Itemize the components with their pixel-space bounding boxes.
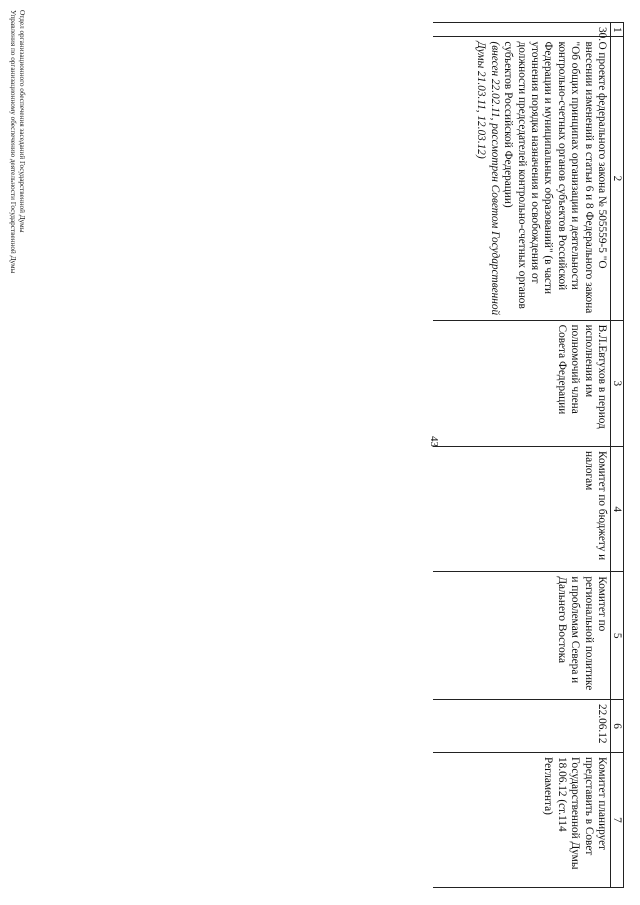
date-cell: 22.06.12 (433, 700, 611, 753)
column-header: 1 (611, 23, 624, 37)
committee-cell: Комитет по бюджету и налогам (433, 447, 611, 572)
bill-title: О проекте федерального закона № 505559-5 "О внесении изменений в статьи 6 и 8 Федерального закона "Об общих принципах организации и деятельности контрольно-счетных органов субъектов Российской Федерации и муниципальных образований" (в части уточнения порядка назначения и освобождения от должности председателей контрольно-счетных органов субъектов Российской Федерации) (502, 41, 608, 314)
column-header: 5 (611, 572, 624, 700)
page-number: 43 (428, 436, 440, 447)
footer-line-2: Управления по организационному обеспечению деятельности Государственной Думы (9, 10, 17, 274)
column-header: 2 (611, 37, 624, 320)
column-header: 6 (611, 700, 624, 753)
column-header: 3 (611, 320, 624, 446)
table-header-row (611, 23, 624, 888)
footer-line-1: Отдел организационного обеспечения заседаний Государственной Думы (18, 10, 26, 233)
column-header: 4 (611, 447, 624, 572)
remark-cell: Комитет планирует представить в Совет Государственной Думы 18.06.12 (ст.114 Регламента) (433, 753, 611, 888)
co-committee-cell: Комитет по региональной политике и проблемам Севера и Дальнего Востока (433, 572, 611, 700)
row-number: 30. (433, 23, 611, 37)
column-header: 7 (611, 753, 624, 888)
bills-table (433, 22, 624, 888)
initiator-cell: В.Л.Евтухов в период исполнения им полномочий члена Совета Федерации (433, 320, 611, 446)
footer (8, 10, 26, 273)
bill-cell (433, 37, 611, 320)
rotated-page (4, 0, 636, 890)
table-row (433, 23, 611, 888)
bill-note: (внесен 22.02.11, рассмотрен Советом Государственной Думы 21.03.11, 12.03.12) (475, 41, 501, 316)
